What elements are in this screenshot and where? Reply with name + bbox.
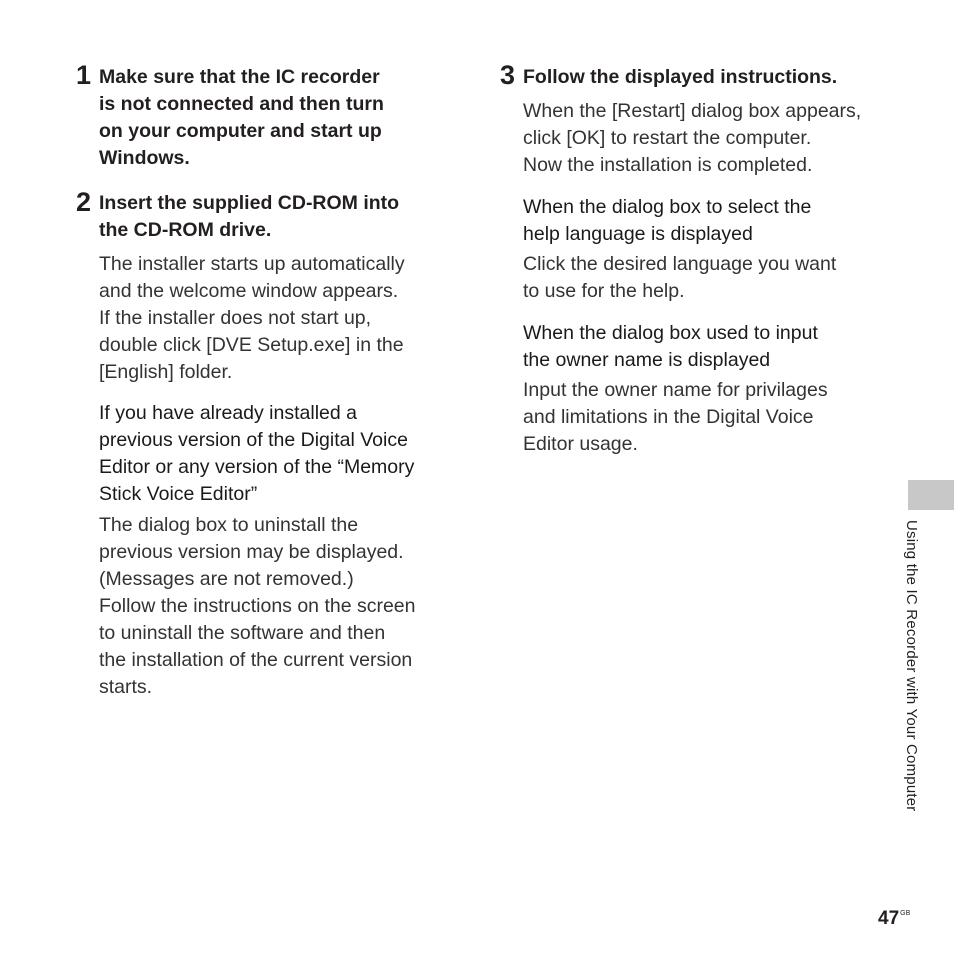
step-2-title: Insert the supplied CD-ROM into the CD-ROM drive. — [99, 192, 400, 241]
step-3-sub1-body: Click the desired language you want to use for the help. — [523, 253, 837, 302]
step-2-body: The installer starts up automatically and the welcome window appears. If the installer does not start up, double click [DVE Setup.exe] in the [English] folder. — [99, 253, 405, 383]
step-1-number: 1 — [76, 60, 92, 90]
step-3-sub2-heading: When the dialog box used to input the owner name is displayed — [523, 322, 818, 371]
step-3-number: 3 — [500, 60, 516, 90]
step-2-number: 2 — [76, 187, 92, 217]
chapter-tab — [908, 480, 954, 510]
step-1-title: Make sure that the IC recorder is not connected and then turn on your computer and start up Windows. — [99, 66, 384, 169]
step-3-sub2-body: Input the owner name for privilages and limitations in the Digital Voice Editor usage. — [523, 379, 828, 455]
step-2-note-heading: If you have already installed a previous version of the Digital Voice Editor or any version of the “Memory Stick Voice Editor” — [99, 402, 415, 505]
page-number — [878, 908, 910, 930]
step-3-sub1-heading: When the dialog box to select the help language is displayed — [523, 196, 812, 245]
step-3-body: When the [Restart] dialog box appears, click [OK] to restart the computer. Now the installation is completed. — [523, 100, 862, 176]
page-number-suffix: GB — [900, 910, 911, 917]
step-2-note-body: The dialog box to uninstall the previous version may be displayed. (Messages are not removed.) Follow the instructions on the screen to uninstall the software and then the installation of the current version starts. — [99, 514, 416, 698]
step-3-title: Follow the displayed instructions. — [523, 66, 838, 88]
chapter-tab-label: Using the IC Recorder with Your Computer — [903, 520, 920, 812]
page-number-value: 47 — [878, 908, 900, 929]
